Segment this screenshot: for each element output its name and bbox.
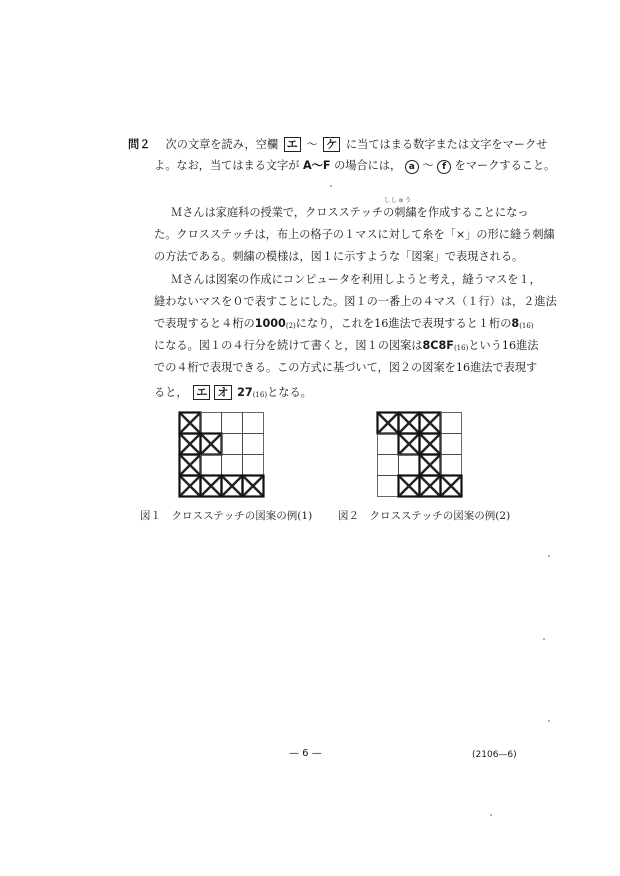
grid-cell [201,413,222,434]
question-line-1 [128,137,547,152]
answer-box-o: オ [214,385,231,400]
figure-2-grid [376,411,463,498]
paragraph-2-line-2: 縫わないマスを０で表すことにした。図１の一番上の４マス（１行）は，２進法 [154,295,557,308]
hex-value: 27 [237,386,253,399]
question-text: に当てはまる数字または文字をマークせ [345,138,548,151]
question-line-2 [154,159,555,174]
paragraph-1-line-3: の方法である。刺繍の模様は，図１に示すような「図案」で表現される。 [154,250,524,263]
text: という16進法 [468,339,539,352]
grid-cell [243,434,264,455]
base-subscript: (2) [285,322,296,330]
text: になり，これを16進法で表現すると１桁の [295,317,512,330]
grid-cell [378,434,399,455]
scan-speck [548,720,550,722]
question-text: をマークすること。 [454,159,556,172]
grid-cell [441,455,462,476]
mark-circle-a: a [405,160,419,174]
figure-2-caption: 図２ クロスステッチの図案の例(2) [338,510,511,522]
paragraph-2-line-1: Ｍさんは図案の作成にコンピュータを利用しようと考え，縫うマスを１， [171,273,541,286]
range-text: A～F [303,159,331,172]
base-subscript: (16) [252,391,268,399]
question-label: 問２ [128,138,151,151]
paragraph-1-line-1: Ｍさんは家庭科の授業で，クロスステッチの刺繍を作成することになっ [171,206,529,219]
ruby-shishuu: ししゅう [384,197,413,204]
figure-1-caption: 図１ クロスステッチの図案の例(1) [140,510,313,522]
document-code: (2106—6) [472,750,517,760]
grid-cell [201,455,222,476]
paragraph-2-line-4 [154,339,539,355]
scan-speck [543,638,545,640]
tilde: ～ [306,138,318,151]
scan-speck [490,814,492,816]
answer-box-end: ケ [323,137,340,152]
grid-cell [222,434,243,455]
question-text: 次の文章を読み，空欄 [165,138,279,151]
paragraph-2-line-3 [154,317,534,333]
text: で表現すると４桁の [154,317,255,330]
grid-cell [378,455,399,476]
grid-cell [222,455,243,476]
answer-box-e: エ [193,385,210,400]
grid-cell [441,434,462,455]
answer-box-start: エ [284,137,301,152]
tilde: ～ [422,159,434,172]
grid-cell [441,413,462,434]
page-number: — 6 — [289,748,322,759]
text: ると， [154,386,188,399]
hex-value: 8 [511,317,520,330]
base-subscript: (16) [453,344,469,352]
figure-1-grid [178,411,265,498]
grid-cell [378,476,399,497]
text: になる。図１の４行分を続けて書くと，図１の図案は [154,339,423,352]
grid-cell [222,413,243,434]
question-text: よ。なお，当てはまる文字が [154,159,300,172]
grid-cell [243,413,264,434]
paragraph-2-line-5: での４桁で表現できる。この方式に基づいて，図２の図案を16進法で表現す [154,361,538,374]
hex-value: 8C8F [422,339,454,352]
base-subscript: (16) [519,322,534,330]
scan-speck [330,185,332,187]
grid-cell [243,455,264,476]
paragraph-1-line-2: た。クロスステッチは，布上の格子の１マスに対して糸を「×」の形に縫う刺繍 [154,228,555,241]
text: となる。 [267,386,312,399]
mark-circle-f: f [437,160,451,174]
paragraph-2-line-6 [154,385,312,402]
question-text: の場合には， [334,159,402,172]
grid-cell [399,455,420,476]
scan-speck [548,555,550,557]
binary-value: 1000 [254,317,286,330]
